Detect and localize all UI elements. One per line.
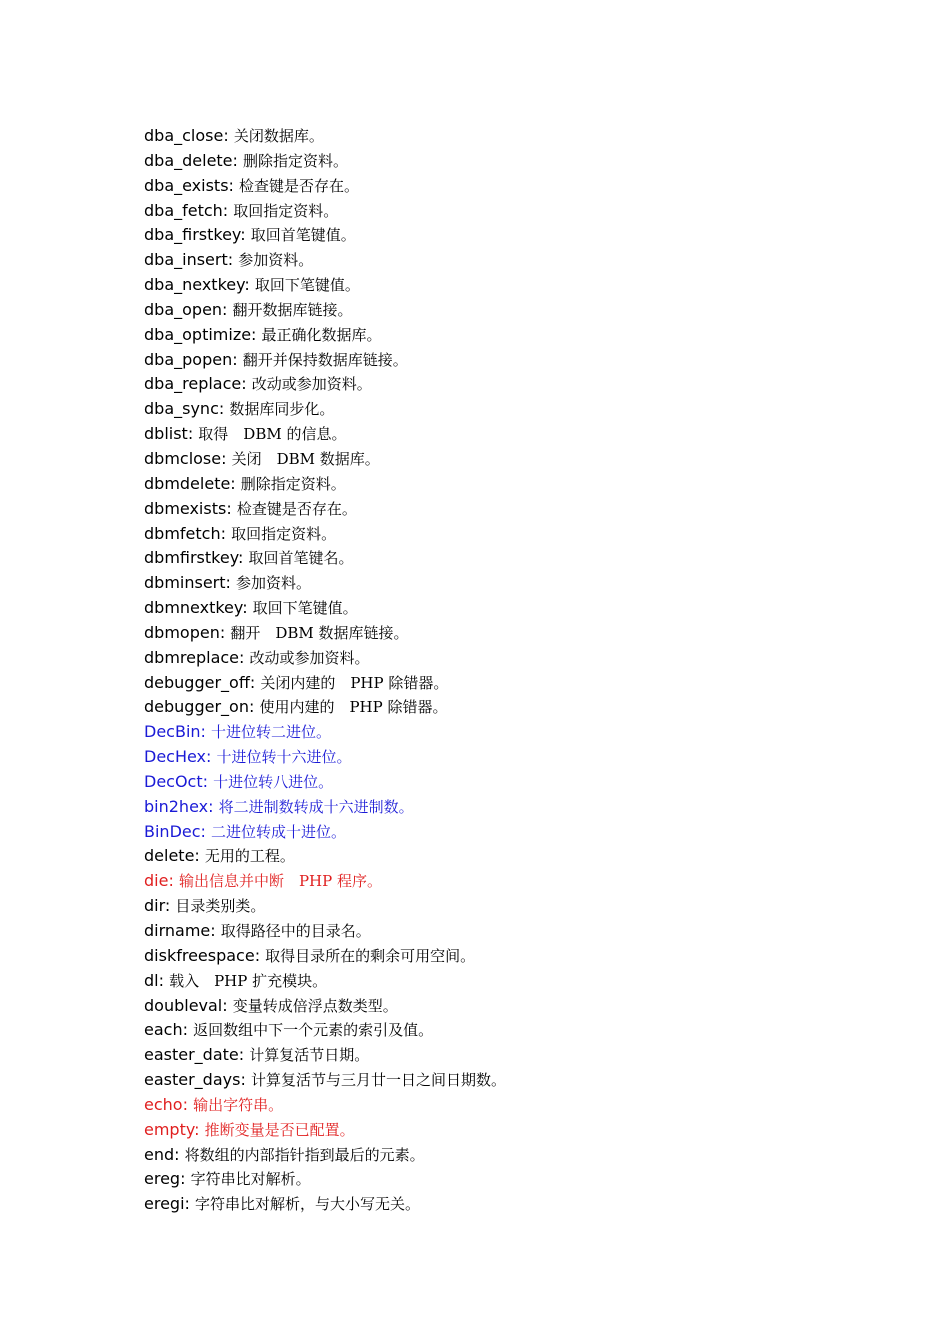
function-name: DecBin:: [144, 722, 206, 742]
function-name: dblist:: [144, 424, 194, 444]
function-name: dbminsert:: [144, 573, 231, 593]
function-entry: [144, 546, 904, 571]
function-description: 计算复活节日期。: [249, 1046, 370, 1065]
function-name: dba_nextkey:: [144, 275, 250, 295]
function-name: debugger_on:: [144, 697, 255, 717]
function-description: 检查键是否存在。: [239, 176, 360, 195]
function-entry: [144, 273, 904, 298]
function-description: 参加资料。: [238, 251, 314, 270]
function-name: dba_replace:: [144, 374, 247, 394]
function-entry: [144, 994, 904, 1019]
function-description: 二进位转成十进位。: [211, 822, 347, 841]
function-name: empty:: [144, 1119, 200, 1139]
function-entry: [144, 1167, 904, 1192]
function-entry: [144, 1192, 904, 1217]
function-name: dba_firstkey:: [144, 225, 246, 245]
function-name: easter_date:: [144, 1045, 245, 1065]
function-name: dbmopen:: [144, 622, 226, 642]
function-entry: [144, 820, 904, 845]
function-description: 计算复活节与三月廿一日之间日期数。: [250, 1071, 506, 1090]
function-name: dba_insert:: [144, 250, 234, 270]
function-description: 翻开 DBM 数据库链接。: [230, 623, 409, 642]
function-entry: [144, 919, 904, 944]
function-entry: [144, 447, 904, 472]
function-description: 翻开数据库链接。: [232, 300, 353, 319]
function-description: 删除指定资料。: [240, 474, 346, 493]
function-name: dbmclose:: [144, 448, 227, 468]
function-name: eregi:: [144, 1194, 190, 1214]
function-entry: [144, 199, 904, 224]
function-name: dba_sync:: [144, 399, 225, 419]
document-page: [144, 124, 904, 1217]
function-description: 使用内建的 PHP 除错器。: [259, 698, 448, 717]
function-entry: [144, 944, 904, 969]
function-name: DecOct:: [144, 771, 209, 791]
function-name: dir:: [144, 896, 171, 916]
function-description: 无用的工程。: [204, 847, 295, 866]
function-name: BinDec:: [144, 821, 206, 841]
function-entry: [144, 770, 904, 795]
function-name: bin2hex:: [144, 796, 214, 816]
function-description: 字符串比对解析，与大小写无关。: [195, 1195, 421, 1214]
function-description: 变量转成倍浮点数类型。: [232, 996, 398, 1015]
function-entry: [144, 1018, 904, 1043]
function-name: end:: [144, 1144, 180, 1164]
function-entry: [144, 596, 904, 621]
function-name: die:: [144, 871, 174, 891]
function-entry: [144, 1093, 904, 1118]
function-name: dbmfirstkey:: [144, 548, 244, 568]
function-name: dba_close:: [144, 126, 229, 145]
function-description: 改动或参加资料。: [251, 375, 372, 394]
function-description: 载入 PHP 扩充模块。: [169, 971, 328, 990]
function-description: 将数组的内部指针指到最后的元素。: [184, 1145, 425, 1164]
function-name: dbmdelete:: [144, 473, 236, 493]
function-description: 取得目录所在的剩余可用空间。: [265, 946, 476, 965]
function-entry: [144, 472, 904, 497]
function-entry: [144, 372, 904, 397]
function-description: 参加资料。: [236, 574, 312, 593]
function-description: 输出信息并中断 PHP 程序。: [178, 872, 382, 891]
function-description: 目录类别类。: [175, 897, 266, 916]
function-name: debugger_off:: [144, 672, 256, 692]
function-name: dba_optimize:: [144, 324, 257, 344]
function-name: each:: [144, 1020, 188, 1040]
function-description: 十进位转八进位。: [213, 772, 334, 791]
function-name: dbmexists:: [144, 498, 232, 518]
function-description: 取得 DBM 的信息。: [198, 425, 347, 444]
function-description: 关闭 DBM 数据库。: [231, 449, 380, 468]
function-description: 取得路径中的目录名。: [220, 922, 371, 940]
function-description: 十进位转二进位。: [211, 723, 332, 742]
function-entry: [144, 174, 904, 199]
function-description: 取回首笔键名。: [248, 549, 354, 568]
function-description: 删除指定资料。: [243, 151, 349, 170]
function-entry: [144, 795, 904, 820]
function-name: ereg:: [144, 1169, 186, 1189]
function-name: dbmfetch:: [144, 523, 226, 543]
function-entry: [144, 646, 904, 671]
function-name: DecHex:: [144, 747, 212, 767]
function-description: 十进位转十六进位。: [216, 748, 352, 767]
function-description: 改动或参加资料。: [249, 648, 370, 667]
function-entry: [144, 348, 904, 373]
function-entry: [144, 497, 904, 522]
function-entry: [144, 844, 904, 869]
function-description: 取回下笔键值。: [254, 276, 360, 295]
function-entry: [144, 1118, 904, 1143]
function-description: 取回首笔键值。: [250, 226, 356, 245]
function-entry: [144, 422, 904, 447]
function-description: 关闭内建的 PHP 除错器。: [260, 673, 449, 692]
function-name: dl:: [144, 970, 164, 990]
function-description: 将二进制数转成十六进制数。: [218, 797, 414, 816]
function-name: dirname:: [144, 921, 216, 940]
function-description: 取回指定资料。: [231, 524, 337, 543]
function-entry: [144, 894, 904, 919]
function-name: dba_open:: [144, 299, 228, 319]
function-name: dba_popen:: [144, 349, 238, 369]
function-entry: [144, 745, 904, 770]
function-entry: [144, 1068, 904, 1093]
function-name: easter_days:: [144, 1070, 246, 1090]
function-description: 输出字符串。: [193, 1095, 284, 1114]
function-entry: [144, 671, 904, 696]
function-entry: [144, 397, 904, 422]
function-name: delete:: [144, 846, 200, 866]
function-description: 返回数组中下一个元素的索引及值。: [193, 1021, 434, 1040]
function-entry: [144, 248, 904, 273]
function-name: dba_delete:: [144, 150, 238, 170]
function-name: diskfreespace:: [144, 945, 261, 965]
function-name: dbmnextkey:: [144, 598, 248, 618]
function-description: 取回下笔键值。: [252, 599, 358, 618]
function-entry: [144, 571, 904, 596]
function-description: 数据库同步化。: [229, 400, 335, 419]
function-description: 最正确化数据库。: [261, 325, 382, 344]
function-list: [144, 124, 904, 1217]
function-entry: [144, 1043, 904, 1068]
function-name: dbmreplace:: [144, 647, 245, 667]
function-name: echo:: [144, 1094, 188, 1114]
function-description: 推断变量是否已配置。: [204, 1120, 355, 1139]
function-entry: [144, 223, 904, 248]
function-entry: [144, 621, 904, 646]
function-name: doubleval:: [144, 995, 228, 1015]
function-entry: [144, 323, 904, 348]
function-description: 关闭数据库。: [233, 127, 324, 145]
function-description: 检查键是否存在。: [236, 499, 357, 518]
function-name: dba_exists:: [144, 175, 234, 195]
function-name: dba_fetch:: [144, 200, 229, 220]
function-description: 字符串比对解析。: [190, 1170, 311, 1189]
function-entry: [144, 969, 904, 994]
function-entry: [144, 124, 904, 149]
function-entry: [144, 1143, 904, 1168]
function-description: 翻开并保持数据库链接。: [242, 350, 408, 369]
function-entry: [144, 695, 904, 720]
function-entry: [144, 720, 904, 745]
function-entry: [144, 298, 904, 323]
function-entry: [144, 522, 904, 547]
function-entry: [144, 869, 904, 894]
function-description: 取回指定资料。: [233, 201, 339, 220]
function-entry: [144, 149, 904, 174]
